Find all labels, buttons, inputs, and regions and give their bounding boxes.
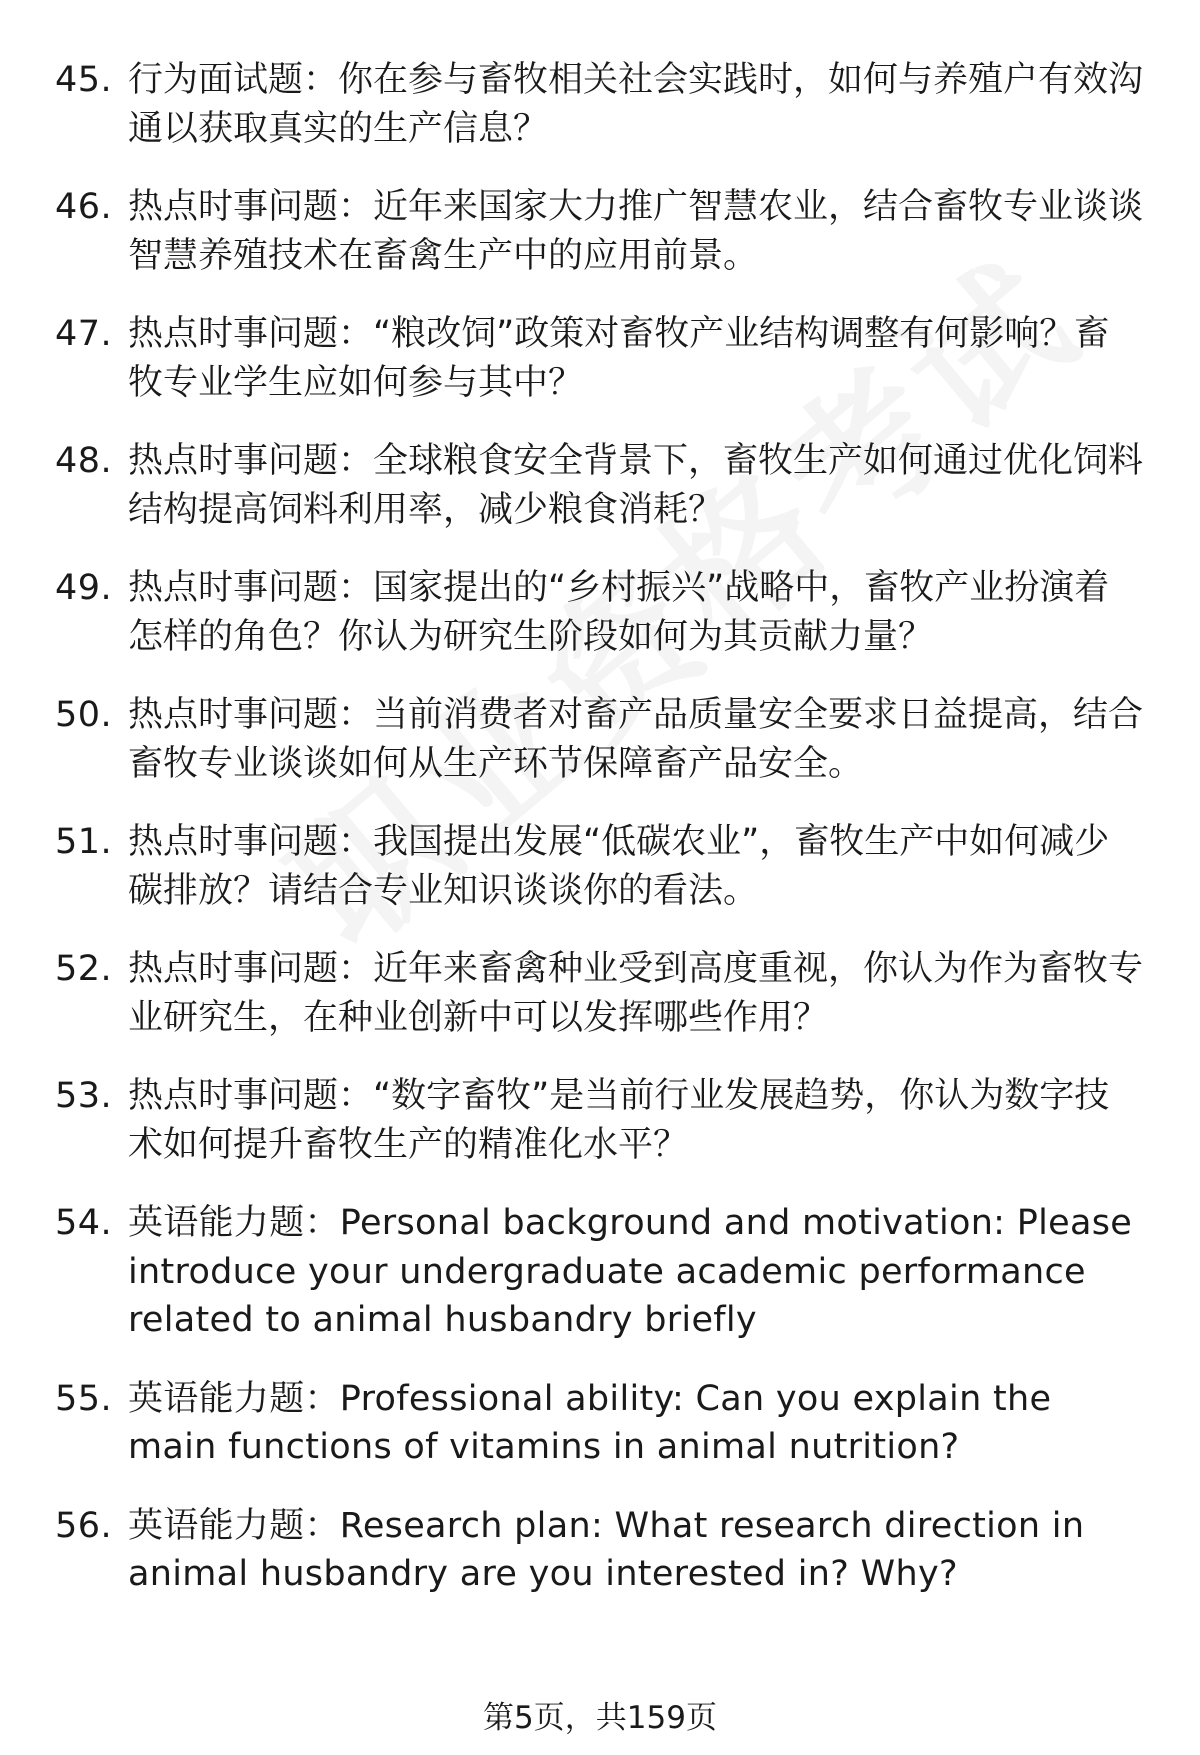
question-number: 55. — [55, 1378, 113, 1419]
question-number: 49. — [55, 568, 113, 608]
question-number: 48. — [55, 441, 113, 481]
question-number: 50. — [55, 695, 113, 735]
question-item — [0, 1502, 1200, 1599]
question-item — [0, 183, 1200, 280]
question-number: 51. — [55, 822, 113, 862]
question-text: 热点时事问题：国家提出的“乡村振兴”战略中，畜牧产业扮演着怎样的角色？你认为研究生阶段如何为其贡献力量？ — [128, 568, 1110, 657]
question-text: 行为面试题：你在参与畜牧相关社会实践时，如何与养殖户有效沟通以获取真实的生产信息？ — [128, 60, 1144, 149]
question-number: 52. — [55, 949, 113, 989]
question-number: 46. — [55, 187, 113, 227]
question-item — [0, 818, 1200, 915]
question-text: 热点时事问题：“数字畜牧”是当前行业发展趋势，你认为数字技术如何提升畜牧生产的精准化水平？ — [128, 1076, 1110, 1165]
question-item — [0, 564, 1200, 661]
question-text: 热点时事问题：近年来国家大力推广智慧农业，结合畜牧专业谈谈智慧养殖技术在畜禽生产中的应用前景。 — [128, 187, 1144, 276]
question-number: 53. — [55, 1076, 113, 1116]
question-item — [0, 437, 1200, 534]
question-text: 英语能力题：Research plan: What research direction in animal husbandry are you interested in? Why? — [128, 1505, 1085, 1594]
question-number: 47. — [55, 314, 113, 354]
question-item — [0, 1199, 1200, 1345]
question-item — [0, 1072, 1200, 1169]
question-item — [0, 691, 1200, 788]
question-item — [0, 56, 1200, 153]
question-list — [0, 56, 1200, 1629]
question-item — [0, 945, 1200, 1042]
question-number: 56. — [55, 1505, 113, 1546]
question-text: 热点时事问题：近年来畜禽种业受到高度重视，你认为作为畜牧专业研究生，在种业创新中可以发挥哪些作用？ — [128, 949, 1144, 1038]
question-text: 热点时事问题：我国提出发展“低碳农业”，畜牧生产中如何减少碳排放？请结合专业知识谈谈你的看法。 — [128, 822, 1110, 911]
question-number: 45. — [55, 60, 113, 100]
question-item — [0, 310, 1200, 407]
question-text: 热点时事问题：“粮改饲”政策对畜牧产业结构调整有何影响？畜牧专业学生应如何参与其中？ — [128, 314, 1110, 403]
page-number-footer: 第5页，共159页 — [483, 1700, 717, 1736]
question-text: 热点时事问题：全球粮食安全背景下，畜牧生产如何通过优化饲料结构提高饲料利用率，减少粮食消耗？ — [128, 441, 1144, 530]
question-item — [0, 1375, 1200, 1472]
question-text: 热点时事问题：当前消费者对畜产品质量安全要求日益提高，结合畜牧专业谈谈如何从生产环节保障畜产品安全。 — [128, 695, 1144, 784]
question-text: 英语能力题：Professional ability: Can you explain the main functions of vitamins in animal nutrition? — [128, 1378, 1052, 1467]
question-text: 英语能力题：Personal background and motivation: Please introduce your undergraduate academic performance related to animal husbandry briefly — [128, 1203, 1133, 1340]
question-number: 54. — [55, 1203, 113, 1243]
